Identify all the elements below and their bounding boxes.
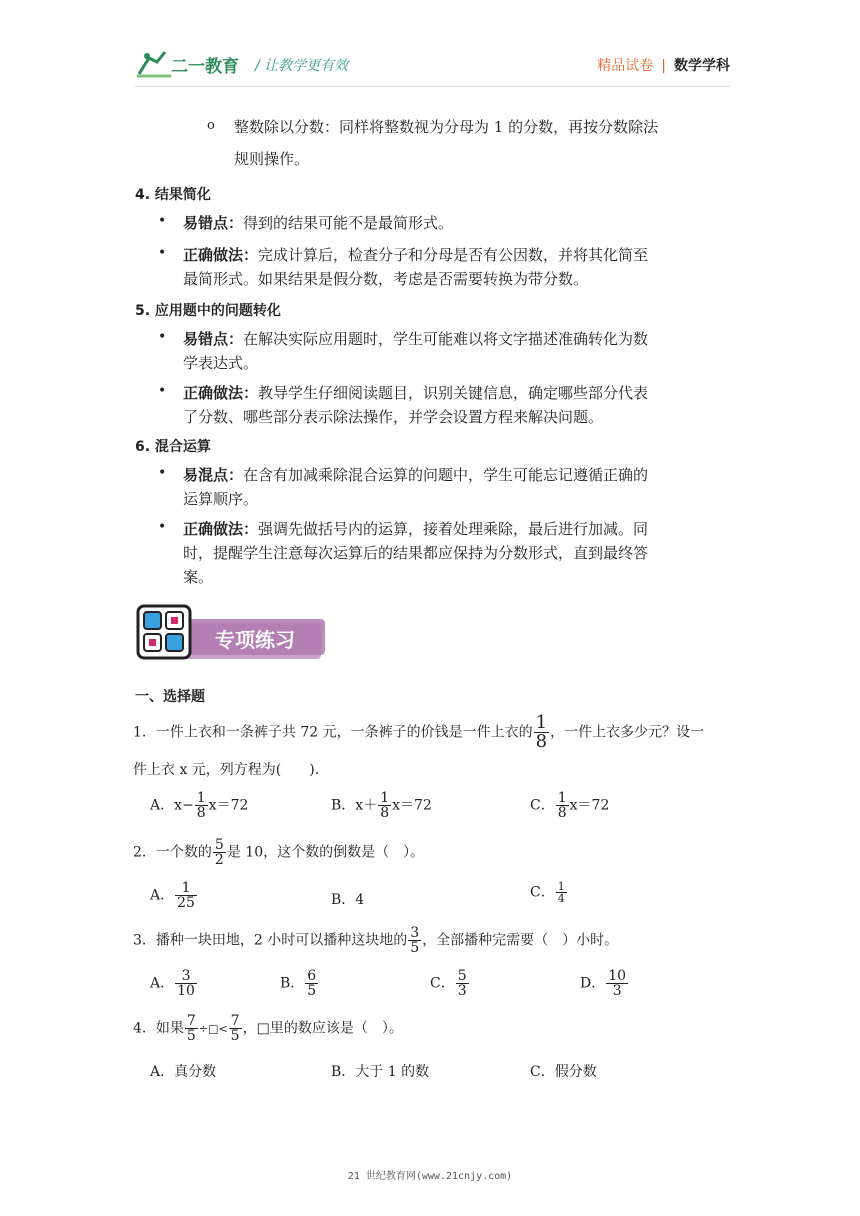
q3-option-c[interactable]: C． $\frac{5}{3}$ (430, 968, 467, 999)
q4-option-a[interactable]: A．真分数 (150, 1064, 217, 1080)
header-label-premium: 精品试卷 (597, 58, 654, 74)
q3-fraction: $\frac{3}{5}$ (410, 925, 420, 956)
s4-b2-label: 正确做法： (183, 246, 259, 264)
q4-fraction-left: $\frac{7}{5}$ (186, 1013, 196, 1044)
s5-b1-line-2: 学表达式。 (183, 354, 259, 372)
question-3: 3．播种一块田地，2 小时可以播种这块地的 $\frac{3}{5}$ ，全部播种完需要（ ）小时。 (133, 925, 619, 956)
q4-option-b[interactable]: B．大于 1 的数 (331, 1064, 430, 1080)
header-label-subject: 数学学科 (674, 58, 730, 74)
q1-option-c[interactable]: C． $\frac{1}{8}$ x＝72 (530, 790, 610, 821)
q1-text-b: ，一件上衣多少元？设一 (550, 724, 705, 741)
s6-b1-line-2: 运算顺序。 (183, 490, 259, 508)
q1-a-fraction: $\frac{1}{8}$ (196, 790, 206, 821)
question-1-line-2: 件上衣 x 元，列方程为( ). (133, 762, 320, 778)
section-4-title: 4. 结果简化 (135, 187, 211, 203)
q3-d-fraction: $\frac{10}{3}$ (608, 968, 627, 999)
q2-a-fraction: $\frac{1}{25}$ (177, 880, 195, 911)
s5-bullet-1 (183, 326, 648, 352)
part-title: 一、选择题 (135, 689, 205, 705)
header-right (597, 55, 730, 75)
s5-b2-line-1: 教导学生仔细阅读题目，识别关键信息，确定哪些部分代表 (258, 384, 649, 402)
s4-b2-line-2: 最简形式。如果结果是假分数，考虑是否需要转换为带分数。 (183, 270, 589, 288)
section-banner (135, 603, 325, 663)
question-2: 2．一个数的 $\frac{5}{2}$ 是 10，这个数的倒数是（ ）。 (133, 837, 425, 868)
q3-option-a[interactable]: A． $\frac{3}{10}$ (150, 968, 195, 999)
question-4: 4．如果 $\frac{7}{5}$ ÷□< $\frac{7}{5}$ ，□里的数应该是（ ）。 (133, 1013, 403, 1044)
bullet-dot: • (158, 383, 167, 399)
q3-b-fraction: $\frac{6}{5}$ (307, 968, 317, 999)
q1-text-a: 1．一件上衣和一条裤子共 72 元，一条裤子的价钱是一件上衣的 (133, 724, 533, 741)
q3-option-d[interactable]: D． $\frac{10}{3}$ (580, 968, 627, 999)
logo-text: 二一教育 (171, 57, 239, 77)
q1-option-a[interactable]: A．x− $\frac{1}{8}$ x＝72 (150, 790, 249, 821)
s6-b1-label: 易混点： (183, 466, 244, 484)
s6-b2-line-2: 时，提醒学生注意每次运算后的结果都应保持为分数形式，直到最终答 (183, 544, 649, 562)
q1-fraction: $\frac{1}{8}$ (535, 712, 548, 752)
s6-b2-line-1: 强调先做括号内的运算，接着处理乘除，最后进行加减。同 (258, 520, 649, 538)
s4-b2-line-1: 完成计算后，检查分子和分母是否有公因数，并将其化简至 (258, 246, 649, 264)
s5-bullet-2 (183, 380, 648, 406)
q4-fraction-right: $\frac{7}{5}$ (230, 1013, 240, 1044)
section-5-title: 5. 应用题中的问题转化 (135, 303, 281, 319)
s4-bullet-1 (183, 210, 453, 236)
section-6-title: 6. 混合运算 (135, 439, 211, 455)
s5-b1-line-1: 在解决实际应用题时，学生可能难以将文字描述准确转化为数 (243, 330, 649, 348)
s4-b1-text: 得到的结果可能不是最简形式。 (243, 214, 454, 232)
q2-option-c[interactable]: C． $\frac{1}{4}$ (530, 880, 565, 905)
header-separator: | (661, 58, 666, 74)
logo (135, 48, 245, 80)
q2-option-b[interactable]: B．4 (331, 892, 365, 908)
s6-b1-line-1: 在含有加减乘除混合运算的问题中，学生可能忘记遵循正确的 (243, 466, 649, 484)
intro-line-1: 整数除以分数：同样将整数视为分母为 1 的分数，再按分数除法 (234, 118, 659, 136)
q3-option-b[interactable]: B． $\frac{6}{5}$ (280, 968, 317, 999)
bullet-dot: • (158, 519, 167, 535)
bullet-dot: • (158, 329, 167, 345)
header-divider (135, 86, 730, 87)
header-slogan: / 让教学更有效 (255, 58, 349, 74)
bullet-dot: • (158, 245, 167, 261)
q3-c-fraction: $\frac{5}{3}$ (457, 968, 467, 999)
q2-option-a[interactable]: A． $\frac{1}{25}$ (150, 880, 195, 911)
s6-b2-label: 正确做法： (183, 520, 259, 538)
s4-b1-label: 易错点： (183, 214, 244, 232)
q2-fraction: $\frac{5}{2}$ (214, 837, 224, 868)
s6-bullet-2 (183, 516, 648, 542)
s6-b2-line-3: 案。 (183, 568, 214, 586)
bullet-dot: • (158, 465, 167, 481)
s6-bullet-1 (183, 462, 648, 488)
s5-b2-label: 正确做法： (183, 384, 259, 402)
bullet-dot: • (158, 213, 167, 229)
q2-c-fraction: $\frac{1}{4}$ (557, 880, 565, 905)
question-1-line-1 (133, 714, 704, 751)
footer: 21 世纪教育网(www.21cnjy.com) (347, 1171, 513, 1182)
q1-b-fraction: $\frac{1}{8}$ (380, 790, 390, 821)
s4-bullet-2 (183, 242, 648, 268)
intro-line-2: 规则操作。 (234, 150, 310, 168)
s5-b1-label: 易错点： (183, 330, 244, 348)
q1-c-fraction: $\frac{1}{8}$ (557, 790, 567, 821)
q4-option-c[interactable]: C．假分数 (530, 1064, 597, 1080)
q1-option-b[interactable]: B．x＋ $\frac{1}{8}$ x＝72 (331, 790, 432, 821)
s5-b2-line-2: 了分数、哪些部分表示除法操作，并学会设置方程来解决问题。 (183, 408, 604, 426)
banner-title: 专项练习 (215, 628, 295, 652)
sub-bullet-marker: o (207, 118, 215, 133)
q3-a-fraction: $\frac{3}{10}$ (177, 968, 195, 999)
